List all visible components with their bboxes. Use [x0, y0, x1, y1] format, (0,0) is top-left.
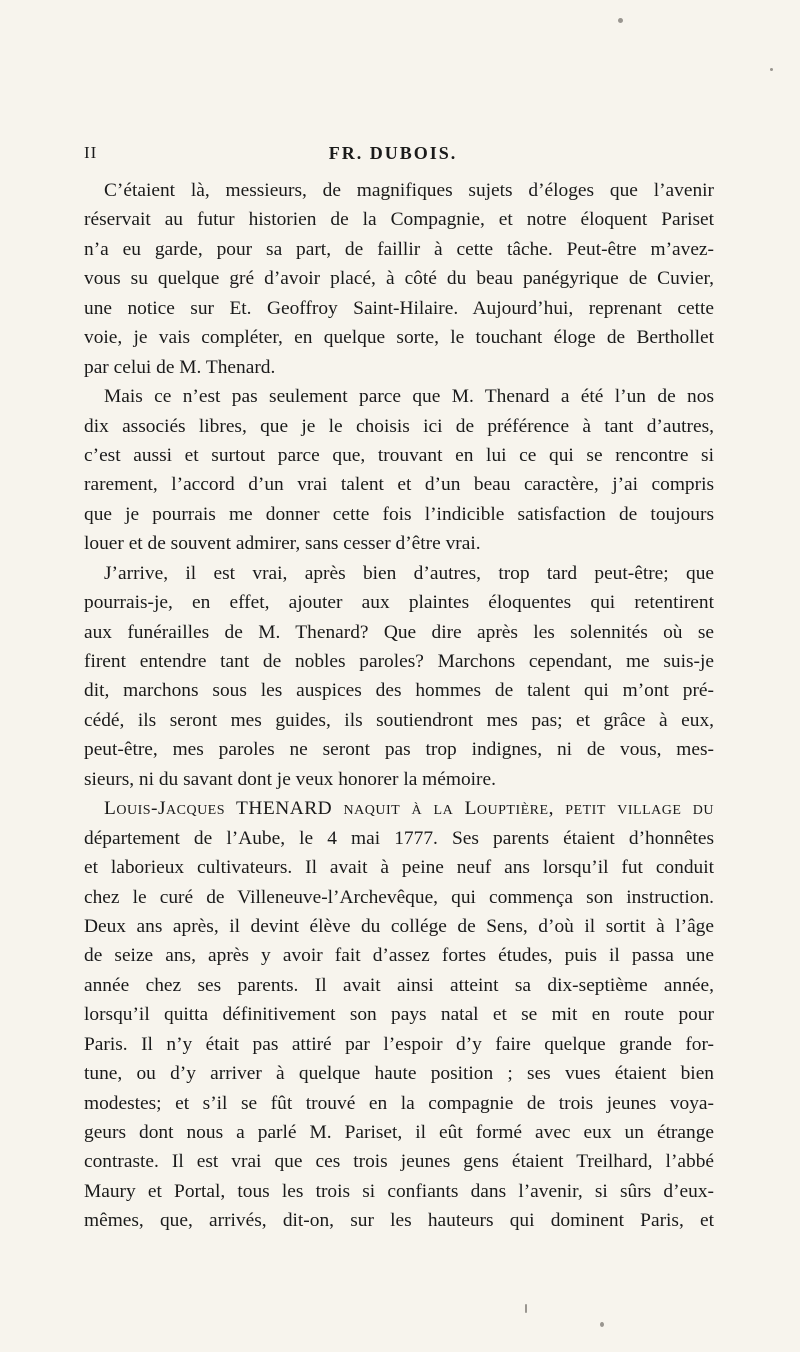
text-line: peut-être, mes paroles ne seront pas trop indignes, ni de vous, mes-: [84, 739, 714, 761]
text-line: pourrais-je, en effet, ajouter aux plaintes éloquentes qui retentirent: [84, 592, 714, 614]
text-line: n’a eu garde, pour sa part, de faillir à cette tâche. Peut-être m’avez-: [84, 238, 714, 260]
text-line: par celui de M. Thenard.: [84, 356, 276, 378]
text-line: lorsqu’il quitta définitivement son pays natal et se mit en route pour: [84, 1004, 714, 1026]
text-line: geurs dont nous a parlé M. Pariset, il eût formé avec eux un étrange: [84, 1122, 714, 1143]
text-line: dix associés libres, que je le choisis ici de préférence à tant d’autres,: [84, 415, 714, 437]
text-line: de seize ans, après y avoir fait d’assez fortes études, puis il passa une: [84, 945, 714, 967]
text-line: louer et de souvent admirer, sans cesser d’être vrai.: [84, 533, 481, 555]
paper-speck: [770, 68, 773, 71]
paper-speck: [525, 1304, 527, 1313]
text-line: Louis-Jacques THENARD naquit à la Louptière, petit village du: [104, 798, 714, 820]
text-line: firent entendre tant de nobles paroles? Marchons cependant, me suis-je: [84, 651, 714, 672]
text-line: voie, je vais compléter, en quelque sorte, le touchant éloge de Berthollet: [84, 327, 714, 349]
text-line: sieurs, ni du savant dont je veux honorer la mémoire.: [84, 768, 496, 790]
text-line: Maury et Portal, tous les trois si confiants dans l’avenir, si sûrs d’eux-: [84, 1180, 714, 1202]
text-line: rarement, l’accord d’un vrai talent et d’un beau caractère, j’ai compris: [84, 474, 714, 496]
text-line: mêmes, que, arrivés, dit-on, sur les hauteurs qui dominent Paris, et: [84, 1210, 714, 1232]
text-line: que je pourrais me donner cette fois l’indicible satisfaction de toujours: [84, 503, 714, 525]
text-line: réservait au futur historien de la Compagnie, et notre éloquent Pariset: [84, 209, 714, 231]
running-title: FR. DUBOIS.: [328, 143, 458, 163]
text-line: contraste. Il est vrai que ces trois jeunes gens étaient Treilhard, l’abbé: [84, 1151, 714, 1173]
text-line: Deux ans après, il devint élève du collége de Sens, d’où il sortit à l’âge: [84, 915, 714, 937]
text-line: c’est aussi et surtout parce que, trouvant en lui ce qui se rencontre si: [84, 444, 714, 466]
text-line: cédé, ils seront mes guides, ils soutiendront mes pas; et grâce à eux,: [84, 709, 714, 731]
text-line: une notice sur Et. Geoffroy Saint-Hilaire. Aujourd’hui, reprenant cette: [84, 297, 714, 319]
body-text: [84, 176, 714, 1236]
text-line: modestes; et s’il se fût trouvé en la compagnie de trois jeunes voya-: [84, 1092, 714, 1114]
text-line: Paris. Il n’y était pas attiré par l’espoir d’y faire quelque grande for-: [84, 1033, 714, 1055]
text-line: vous su quelque gré d’avoir placé, à côté du beau panégyrique de Cuvier,: [84, 268, 714, 290]
text-line: département de l’Aube, le 4 mai 1777. Ses parents étaient d’honnêtes: [84, 827, 714, 849]
paper-speck: [600, 1322, 604, 1327]
text-line: aux funérailles de M. Thenard? Que dire après les solennités où se: [84, 621, 714, 643]
text-line: dit, marchons sous les auspices des hommes de talent qui m’ont pré-: [84, 680, 714, 702]
running-head: [84, 143, 702, 169]
text-line: C’étaient là, messieurs, de magnifiques sujets d’éloges que l’avenir: [104, 180, 714, 201]
text-line: chez le curé de Villeneuve-l’Archevêque, qui commença son instruction.: [84, 886, 714, 908]
text-line: tune, ou d’y arriver à quelque haute position ; ses vues étaient bien: [84, 1063, 714, 1085]
text-line: Mais ce n’est pas seulement parce que M. Thenard a été l’un de nos: [104, 386, 714, 408]
text-line: J’arrive, il est vrai, après bien d’autres, trop tard peut-être; que: [104, 562, 714, 584]
paper-speck: [618, 18, 623, 23]
text-line: année chez ses parents. Il avait ainsi atteint sa dix-septième année,: [84, 974, 714, 996]
page-number: II: [84, 143, 98, 162]
text-line: et laborieux cultivateurs. Il avait à peine neuf ans lorsqu’il fut conduit: [84, 857, 714, 879]
